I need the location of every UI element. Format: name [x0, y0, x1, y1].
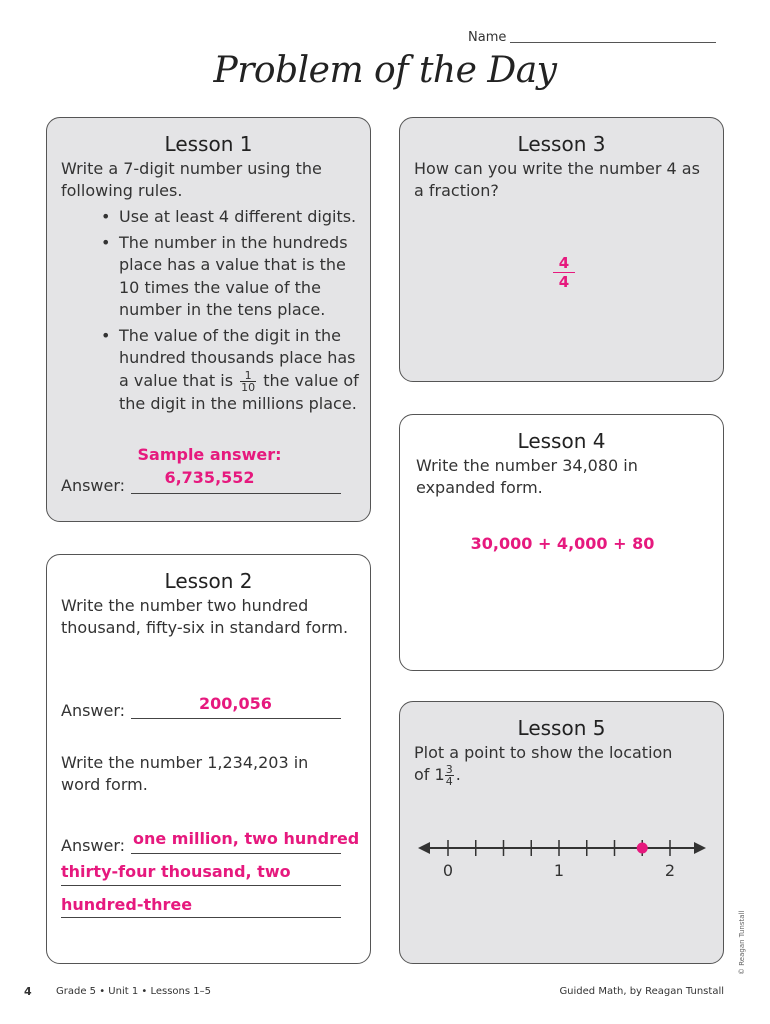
lesson2-card: [46, 554, 371, 964]
fraction-numerator: 1: [240, 370, 256, 382]
lesson4-card: [399, 414, 724, 671]
tick-label: 2: [664, 861, 676, 880]
lesson5-q-line1: Plot a point to show the location: [414, 743, 673, 762]
lesson3-card: [399, 117, 724, 382]
lesson1-rule-3-line4: the digit in the millions place.: [119, 393, 357, 413]
right-arrow-icon: [694, 842, 706, 854]
lesson1-rule-2: [97, 232, 367, 322]
name-label: Name: [468, 30, 507, 45]
lesson1-rule-2-line4: number in the tens place.: [119, 300, 326, 319]
lesson5-card: [399, 701, 724, 964]
lesson1-rule-1: [97, 206, 367, 229]
lesson3-answer-fraction: [553, 254, 575, 291]
lesson3-heading: Lesson 3: [517, 132, 606, 156]
lesson2-answer2-line1-text: one million, two hundred: [133, 829, 360, 848]
plotted-point: [637, 843, 648, 854]
lesson2-answer2-line3[interactable]: [61, 917, 341, 918]
footer-course: Grade 5 • Unit 1 • Lessons 1–5: [56, 986, 211, 997]
lesson1-sample-value: 6,735,552: [164, 468, 255, 487]
number-line[interactable]: [400, 827, 725, 897]
lesson1-rule-3-line2: hundred thousands place has: [119, 348, 356, 367]
page-title: Problem of the Day: [213, 50, 557, 91]
lesson1-rule-3-line3: [119, 370, 367, 393]
lesson1-rule-3-line1: • The value of the digit in the: [119, 325, 341, 345]
lesson1-card: [46, 117, 371, 522]
footer-credit: Guided Math, by Reagan Tunstall: [559, 986, 724, 997]
lesson1-rule-2-line1: • The number in the hundreds: [119, 232, 348, 252]
lesson1-rule-3: [97, 325, 367, 416]
lesson3-answer-numerator: 4: [553, 254, 575, 273]
lesson2-heading: Lesson 2: [164, 569, 253, 593]
page-number: 4: [24, 985, 32, 998]
lesson2-q1-line2: thousand, fifty-six in standard form.: [61, 618, 349, 637]
lesson4-q-line2: expanded form.: [416, 478, 543, 497]
lesson2-question2: [61, 752, 366, 796]
tick-label: 0: [442, 861, 454, 880]
lesson2-answer2-line2-text: thirty-four thousand, two: [61, 862, 291, 881]
lesson3-q-line2: a fraction?: [414, 181, 499, 200]
name-blank[interactable]: [510, 42, 716, 43]
lesson1-rule-2-line2: place has a value that is the: [119, 255, 346, 274]
fraction-denominator: 10: [241, 380, 256, 394]
lesson3-q-line1: How can you write the number 4 as: [414, 159, 700, 178]
lesson2-question1: [61, 595, 366, 639]
lesson2-answer1-line[interactable]: [131, 718, 341, 719]
lesson2-answer2-line2[interactable]: [61, 885, 341, 886]
lesson2-q2-line2: word form.: [61, 775, 148, 794]
lesson2-q1-line1: Write the number two hundred: [61, 596, 309, 615]
name-field: [468, 30, 716, 45]
lesson1-rules: [97, 206, 367, 418]
tick-label: 1: [553, 861, 565, 880]
lesson1-prompt: [61, 158, 361, 202]
lesson3-question: [414, 158, 719, 202]
lesson1-answer-label: Answer:: [61, 476, 126, 495]
fraction-numerator: 3: [445, 763, 453, 776]
copyright-notice: © Reagan Tunstall: [738, 910, 746, 975]
lesson1-rule-3-line3b: the value of: [263, 370, 359, 390]
lesson1-prompt-line2: following rules.: [61, 181, 183, 200]
lesson1-rule-1-text: Use at least 4 different digits.: [119, 207, 357, 226]
lesson2-answer1: 200,056: [199, 694, 272, 713]
lesson1-rule-2-line3: 10 times the value of the: [119, 277, 321, 297]
lesson2-answer2-line3-text: hundred-three: [61, 895, 193, 914]
lesson2-q2-line1: Write the number 1,234,203 in: [61, 753, 309, 772]
lesson1-prompt-line1: Write a 7-digit number using the: [61, 159, 322, 178]
lesson4-question: [416, 455, 716, 499]
three-fourths-fraction: [445, 764, 454, 787]
lesson5-q-line2: [414, 764, 719, 787]
fraction-denominator: 4: [445, 775, 453, 788]
lesson4-heading: Lesson 4: [517, 429, 606, 453]
lesson1-answer-line[interactable]: [131, 493, 341, 494]
lesson2-answer1-label: Answer:: [61, 701, 126, 720]
lesson4-q-line1: Write the number 34,080 in: [416, 456, 638, 475]
lesson2-answer2-label: Answer:: [61, 836, 126, 855]
left-arrow-icon: [418, 842, 430, 854]
lesson1-sample-label: Sample answer:: [137, 445, 282, 464]
lesson5-q-line2b: .: [455, 765, 461, 784]
lesson1-rule-3-line3a: a value that is: [119, 370, 234, 390]
one-tenth-fraction: [240, 370, 256, 393]
lesson2-answer2-line1[interactable]: [131, 853, 341, 854]
lesson5-heading: Lesson 5: [517, 716, 606, 740]
lesson3-answer-denominator: 4: [558, 273, 570, 291]
lesson5-question: [414, 742, 719, 787]
lesson5-q-line2a: of 1: [414, 765, 445, 784]
lesson1-heading: Lesson 1: [164, 132, 253, 156]
lesson4-answer: 30,000 + 4,000 + 80: [470, 534, 655, 553]
